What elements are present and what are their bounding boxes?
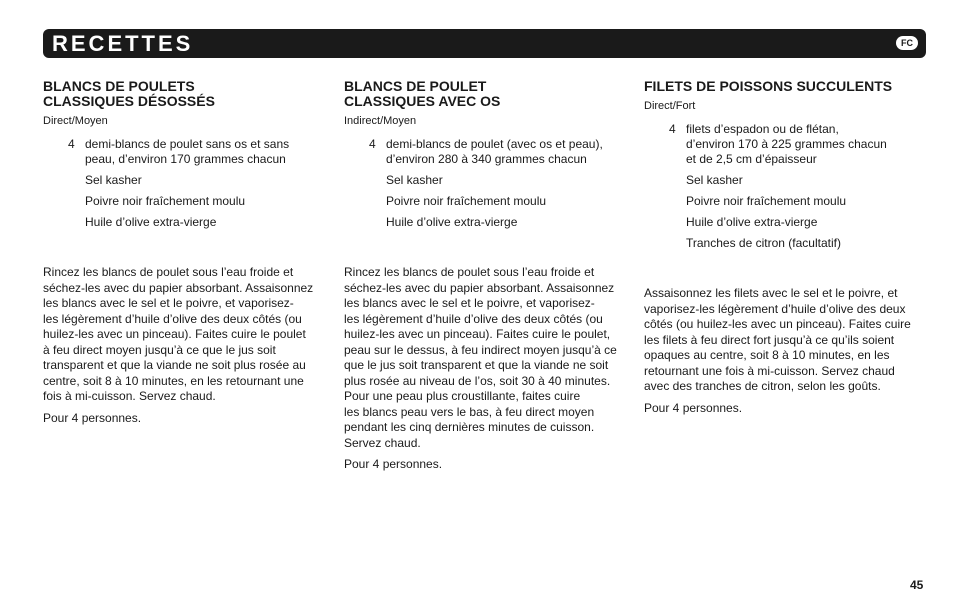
instruction-line: les légèrement d’huile d’olive des deux côtés (ou	[43, 311, 302, 326]
ingredient-item	[644, 122, 919, 167]
language-badge: FC	[896, 36, 918, 50]
ingredient-item	[43, 173, 318, 188]
instruction-line: les filets à feu direct fort jusqu’à ce qu’ils soient	[644, 332, 895, 347]
ingredient-text: Poivre noir fraîchement moulu	[386, 194, 547, 208]
ingredient-text: Sel kasher	[85, 173, 142, 187]
instruction-line: Pour une peau plus croustillante, faites cuire	[344, 389, 581, 403]
page-title: RECETTES	[52, 31, 194, 56]
instruction-line: retournant une fois à mi-cuisson. Servez chaud	[644, 363, 895, 378]
ingredient-text: Huile d’olive extra-vierge	[85, 215, 217, 229]
instruction-line: Rincez les blancs de poulet sous l’eau froide et	[43, 265, 294, 279]
instruction-line: huilez-les avec un pinceau). Faites cuire le poulet	[43, 327, 306, 341]
instruction-line: séchez-les avec du papier absorbant. Assaisonnez	[344, 280, 615, 295]
ingredient-item	[43, 215, 318, 230]
instruction-line: transparent et que la viande ne soit plus rosée au	[43, 358, 306, 372]
recipe-title-line: BLANCS DE POULET	[344, 78, 487, 94]
instruction-line: les légèrement d’huile d’olive des deux côtés (ou	[344, 311, 603, 326]
ingredient-list	[644, 122, 919, 251]
instruction-line: plus rosée au niveau de l’os, soit 30 à 40 minutes.	[344, 373, 611, 388]
recipe-title-line: CLASSIQUES AVEC OS	[344, 93, 501, 109]
ingredient-list	[43, 137, 318, 230]
instruction-line: séchez-les avec du papier absorbant. Assaisonnez	[43, 280, 314, 295]
instruction-line: que le jus soit transparent et que la viande ne soit	[344, 358, 609, 372]
ingredient-text: demi-blancs de poulet sans os et sans	[85, 137, 290, 151]
ingredient-text: d’environ 170 à 225 grammes chacun	[686, 137, 887, 151]
instruction-line: les blancs peau vers le bas, à feu direct moyen	[344, 404, 595, 419]
cooking-method: Direct/Moyen	[43, 115, 108, 127]
ingredient-quantity: 4	[669, 122, 676, 136]
ingredient-text: Sel kasher	[686, 173, 743, 187]
recipe-column-2	[344, 78, 619, 471]
ingredient-quantity: 4	[369, 137, 376, 151]
instruction-line: Rincez les blancs de poulet sous l’eau froide et	[344, 265, 595, 279]
recipe-column-3	[644, 78, 919, 415]
cooking-method: Direct/Fort	[644, 100, 696, 112]
ingredient-text: Tranches de citron (facultatif)	[686, 236, 841, 250]
ingredient-text: filets d’espadon ou de flétan,	[686, 122, 839, 136]
ingredient-item	[644, 215, 919, 230]
recipe-column-1	[43, 78, 318, 425]
header-bar	[43, 29, 926, 58]
instruction-line: Servez chaud.	[344, 435, 421, 450]
recipe-title	[43, 79, 318, 109]
ingredient-item	[344, 173, 619, 188]
ingredient-item	[344, 137, 619, 167]
cooking-method: Indirect/Moyen	[344, 115, 417, 127]
ingredient-item	[344, 215, 619, 230]
recipe-title-line: CLASSIQUES DÉSOSSÉS	[43, 93, 215, 109]
ingredient-item	[644, 173, 919, 188]
servings: Pour 4 personnes.	[43, 410, 142, 425]
ingredient-item	[644, 194, 919, 209]
recipe-title	[344, 79, 619, 109]
ingredient-text: et de 2,5 cm d’épaisseur	[686, 152, 817, 166]
ingredient-text: d’environ 280 à 340 grammes chacun	[386, 152, 587, 166]
servings: Pour 4 personnes.	[644, 400, 743, 415]
ingredient-text: Poivre noir fraîchement moulu	[85, 194, 246, 208]
instruction-line: avec des tranches de citron, selon les goûts.	[644, 379, 881, 393]
instruction-line: opaques au centre, soit 8 à 10 minutes, en les	[644, 348, 890, 362]
recipe-instructions	[644, 286, 911, 416]
instruction-line: les blancs avec le sel et le poivre, et vaporisez-	[43, 296, 294, 310]
instruction-line: à feu direct moyen jusqu’à ce que le jus soit	[43, 342, 276, 357]
instruction-line: peau sur le dessus, à feu indirect moyen jusqu’à ce	[344, 342, 617, 357]
instruction-line: fois à mi-cuisson. Servez chaud.	[43, 389, 216, 403]
recipe-title-line: BLANCS DE POULETS	[43, 78, 195, 94]
ingredient-text: Poivre noir fraîchement moulu	[686, 194, 847, 208]
ingredient-text: Huile d’olive extra-vierge	[386, 215, 518, 229]
ingredient-item	[43, 137, 318, 167]
ingredient-item	[43, 194, 318, 209]
instruction-line: centre, soit 8 à 10 minutes, en les retournant une	[43, 373, 304, 388]
ingredient-text: peau, d’environ 170 grammes chacun	[85, 152, 286, 166]
ingredient-text: Huile d’olive extra-vierge	[686, 215, 818, 229]
instruction-line: les blancs avec le sel et le poivre, et vaporisez-	[344, 296, 595, 310]
ingredient-quantity: 4	[68, 137, 75, 151]
servings: Pour 4 personnes.	[344, 457, 443, 471]
instruction-line: côtés (ou huilez-les avec un pinceau). Faites cuire	[644, 317, 911, 331]
instruction-line: vaporisez-les légèrement d’huile d’olive des deux	[644, 301, 906, 316]
recipe-title-line: FILETS DE POISSONS SUCCULENTS	[644, 78, 893, 94]
instruction-line: pendant les cinq dernières minutes de cuisson.	[344, 420, 595, 434]
ingredient-item	[344, 194, 619, 209]
recipe-instructions	[344, 265, 617, 472]
recipe-instructions	[43, 265, 313, 426]
page-number: 45	[910, 578, 924, 592]
instruction-line: huilez-les avec un pinceau). Faites cuire le poulet,	[344, 327, 611, 341]
instruction-line: Assaisonnez les filets avec le sel et le poivre, et	[644, 286, 898, 300]
ingredient-item	[644, 236, 919, 251]
recipe-title	[644, 79, 919, 94]
ingredient-text: demi-blancs de poulet (avec os et peau),	[386, 137, 603, 151]
ingredient-list	[344, 137, 619, 230]
ingredient-text: Sel kasher	[386, 173, 443, 187]
